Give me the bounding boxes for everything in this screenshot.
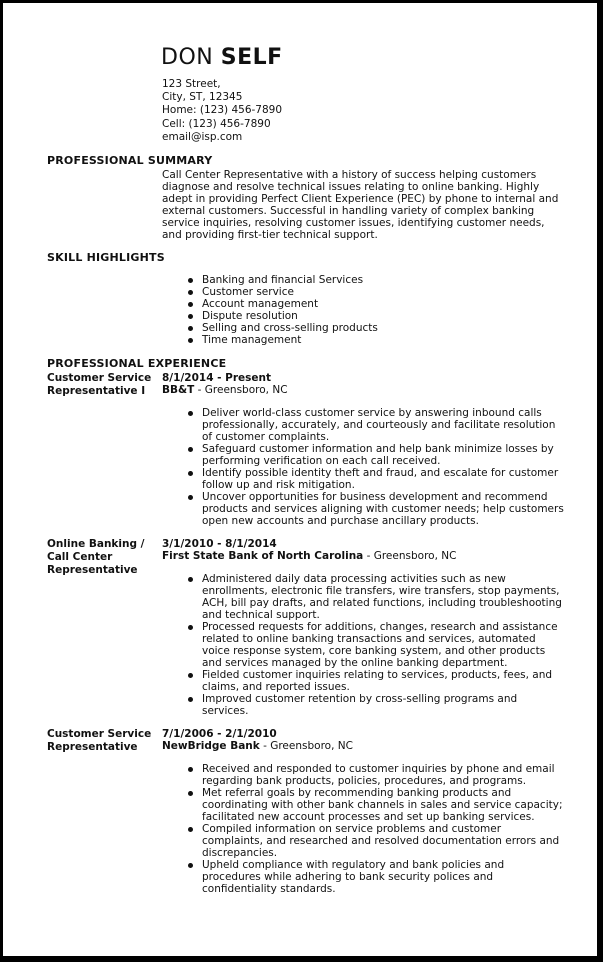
job-dates: 8/1/2014 - Present xyxy=(162,372,272,384)
cell-phone: Cell: (123) 456-7890 xyxy=(162,117,271,130)
summary-text: Call Center Representative with a history of success helping customers diagnose and resolve technical issues relating to online banking. Highly adept in providing Perfect Client Experience (PEC) by phone to internal and external customers. Successful in handling variety of complex banking service inquiries, resolving customer issues, identifying customer needs, and providing first-tier technical support. xyxy=(162,169,559,241)
first-name: DON xyxy=(161,45,214,70)
job-title: Online Banking / Call Center Representative xyxy=(47,538,145,576)
duty-item: Received and responded to customer inquiries by phone and email regarding bank products, policies, procedures, and programs. xyxy=(202,763,564,787)
duty-item: Identify possible identity theft and fraud, and escalate for customer follow up and risk mitigation. xyxy=(202,467,564,491)
duty-item: Safeguard customer information and help bank minimize losses by performing verification on each call received. xyxy=(202,443,564,467)
duty-item: Met referral goals by recommending banking products and coordinating with other bank channels in sales and service capacity; facilitated new account processes and set up banking services. xyxy=(202,787,563,823)
contact-block xyxy=(162,78,282,144)
duty-item: Uncover opportunities for business development and recommend products and services aligning with customer needs; help customers open new accounts and purchase ancillary products. xyxy=(202,491,564,527)
company-name: BB&T xyxy=(162,384,195,396)
job-dates: 3/1/2010 - 8/1/2014 xyxy=(162,538,277,550)
job-employer xyxy=(162,740,353,753)
job-title: Customer Service Representative I xyxy=(47,372,152,397)
company-name: First State Bank of North Carolina xyxy=(162,550,364,562)
company-name: NewBridge Bank xyxy=(162,740,260,752)
job-employer xyxy=(162,384,288,397)
duty-item: Improved customer retention by cross-selling programs and services. xyxy=(202,693,564,717)
skill-item: Account management xyxy=(202,298,564,310)
skill-item: Time management xyxy=(202,334,564,346)
job-duties xyxy=(202,763,564,895)
job-title: Customer Service Representative xyxy=(47,728,152,753)
duty-item: Upheld compliance with regulatory and bank policies and procedures while adhering to bank security polices and confidentiality standards. xyxy=(202,859,564,895)
duty-item: Fielded customer inquiries relating to services, products, fees, and claims, and reported issues. xyxy=(202,669,564,693)
experience-heading: PROFESSIONAL EXPERIENCE xyxy=(47,357,227,370)
last-name: SELF xyxy=(220,45,283,70)
job-employer xyxy=(162,550,456,563)
skills-heading: SKILL HIGHLIGHTS xyxy=(47,251,165,264)
skill-item: Dispute resolution xyxy=(202,310,564,322)
duty-item: Compiled information on service problems and customer complaints, and researched and resolved documentation errors and discrepancies. xyxy=(202,823,564,859)
duty-item: Administered daily data processing activities such as new enrollments, electronic file transfers, wire transfers, stop payments, ACH, bill pay drafts, and related functions, including troubleshooting and technical support. xyxy=(202,573,564,621)
skill-item: Banking and financial Services xyxy=(202,274,564,286)
address-line-2: City, ST, 12345 xyxy=(162,91,243,104)
skill-item: Customer service xyxy=(202,286,564,298)
candidate-name xyxy=(161,45,283,71)
home-phone: Home: (123) 456-7890 xyxy=(162,104,283,117)
company-location: - Greensboro, NC xyxy=(194,384,288,396)
job-duties xyxy=(202,407,564,527)
job-dates: 7/1/2006 - 2/1/2010 xyxy=(162,728,277,740)
company-location: - Greensboro, NC xyxy=(259,740,353,752)
summary-heading: PROFESSIONAL SUMMARY xyxy=(47,154,213,167)
company-location: - Greensboro, NC xyxy=(363,550,457,562)
skills-list xyxy=(202,274,564,346)
skill-item: Selling and cross-selling products xyxy=(202,322,564,334)
duty-item: Processed requests for additions, changes, research and assistance related to online banking transactions and services, automated voice response system, core banking system, and other products and services managed by the online banking department. xyxy=(202,621,564,669)
address-line-1: 123 Street, xyxy=(162,78,221,90)
job-duties xyxy=(202,573,564,717)
email: email@isp.com xyxy=(162,130,243,143)
duty-item: Deliver world-class customer service by answering inbound calls professionally, accurately, and courteously and facilitate resolution of customer complaints. xyxy=(202,407,564,443)
